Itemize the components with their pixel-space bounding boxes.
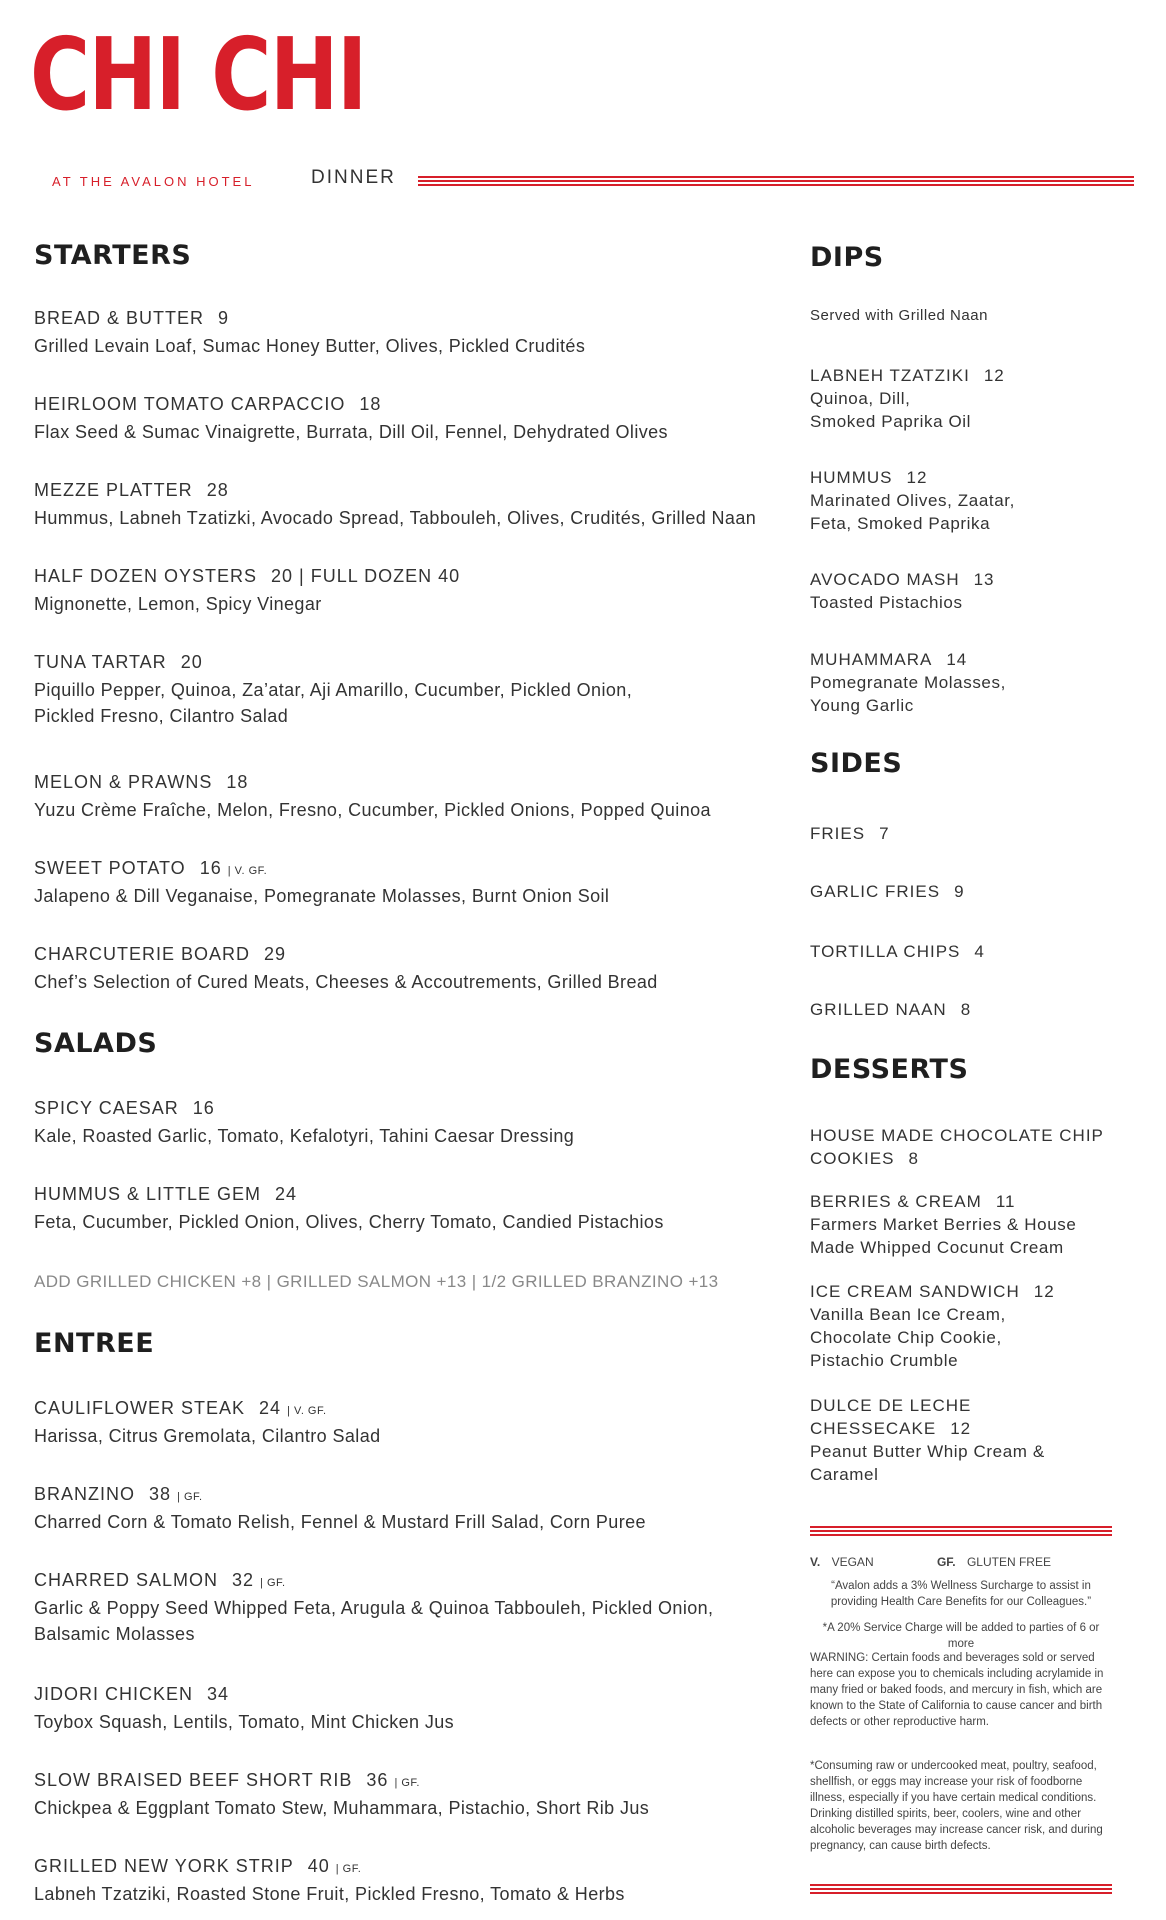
menu-item — [34, 1570, 713, 1647]
item-name: SWEET POTATO — [34, 858, 186, 878]
item-price: 4 — [974, 942, 985, 961]
logo-subtitle: AT THE AVALON HOTEL — [52, 174, 255, 189]
item-price: 24 — [275, 1184, 298, 1204]
item-name: MEZZE PLATTER — [34, 480, 193, 500]
item-description: Yuzu Crème Fraîche, Melon, Fresno, Cucumber, Pickled Onions, Popped Quinoa — [34, 800, 711, 820]
dietary-tag: | GF. — [335, 1863, 362, 1875]
item-description-line-2: Young Garlic — [810, 696, 914, 715]
item-name: HUMMUS & LITTLE GEM — [34, 1184, 262, 1204]
dip-item — [810, 648, 1006, 717]
item-description: Toasted Pistachios — [810, 593, 963, 612]
header-rule — [418, 176, 1134, 186]
item-description: Peanut Butter Whip Cream & — [810, 1442, 1045, 1461]
item-description-line-3: Pistachio Crumble — [810, 1351, 959, 1370]
menu-item — [34, 1398, 381, 1449]
item-description: Piquillo Pepper, Quinoa, Za’atar, Aji Amarillo, Cucumber, Pickled Onion, — [34, 680, 633, 700]
item-name: CHARRED SALMON — [34, 1570, 219, 1590]
dip-item — [810, 466, 1015, 535]
item-description: Harissa, Citrus Gremolata, Cilantro Salad — [34, 1426, 381, 1446]
footer-rule-bottom — [810, 1884, 1112, 1894]
item-price: 16 — [199, 858, 222, 878]
item-description: Chef’s Selection of Cured Meats, Cheeses & Accoutrements, Grilled Bread — [34, 972, 658, 992]
legend-vegan-key: V. — [810, 1555, 821, 1569]
section-title-sides: SIDES — [810, 748, 903, 779]
dietary-tag: | GF. — [394, 1777, 420, 1789]
dessert-item — [810, 1394, 1045, 1486]
item-name: CHARCUTERIE BOARD — [34, 944, 251, 964]
dip-item — [810, 364, 1005, 433]
item-description: Hummus, Labneh Tzatizki, Avocado Spread, Tabbouleh, Olives, Crudités, Grilled Naan — [34, 508, 757, 528]
item-description-line-2: Balsamic Molasses — [34, 1624, 195, 1644]
menu-item — [34, 944, 658, 995]
item-price: 7 — [879, 824, 890, 843]
item-name: LABNEH TZATZIKI — [810, 366, 970, 385]
item-description: Kale, Roasted Garlic, Tomato, Kefalotyri, Tahini Caesar Dressing — [34, 1126, 575, 1146]
dessert-item — [810, 1280, 1055, 1372]
item-name: HOUSE MADE CHOCOLATE CHIP — [810, 1126, 1104, 1145]
item-name: SLOW BRAISED BEEF SHORT RIB — [34, 1770, 353, 1790]
item-price: 12 — [983, 366, 1005, 385]
item-description: Toybox Squash, Lentils, Tomato, Mint Chicken Jus — [34, 1712, 455, 1732]
item-price: 11 — [995, 1192, 1016, 1211]
item-description-line-2: Made Whipped Cocunut Cream — [810, 1238, 1064, 1257]
item-description-line-2: Feta, Smoked Paprika — [810, 514, 991, 533]
item-price: 12 — [906, 468, 928, 487]
legend-gf-key: GF. — [936, 1555, 956, 1569]
item-name: CAULIFLOWER STEAK — [34, 1398, 246, 1418]
item-description: Jalapeno & Dill Veganaise, Pomegranate Molasses, Burnt Onion Soil — [34, 886, 610, 906]
item-price: 12 — [1033, 1282, 1055, 1301]
side-item — [810, 880, 965, 903]
dietary-tag: | GF. — [177, 1491, 203, 1503]
item-description: Farmers Market Berries & House — [810, 1215, 1077, 1234]
item-name: DULCE DE LECHE — [810, 1396, 972, 1415]
menu-item — [34, 1856, 625, 1907]
item-price: 24 — [259, 1398, 282, 1418]
legend-vegan-label: VEGAN — [831, 1555, 874, 1569]
menu-item — [34, 1770, 649, 1821]
item-price: 34 — [207, 1684, 230, 1704]
wellness-surcharge-note: “Avalon adds a 3% Wellness Surcharge to assist in providing Health Care Benefits for our Colleagues.” — [830, 1580, 1092, 1608]
item-name: MELON & PRAWNS — [34, 772, 213, 792]
item-name-line-2: COOKIES — [810, 1149, 895, 1168]
logo-wordmark: CHI CHI — [30, 16, 366, 133]
item-price: 38 — [149, 1484, 172, 1504]
dietary-tag: | GF. — [260, 1577, 286, 1589]
salad-addons: ADD GRILLED CHICKEN +8 | GRILLED SALMON +13 | 1/2 GRILLED BRANZINO +13 — [34, 1272, 719, 1291]
menu-type-label: DINNER — [311, 167, 396, 188]
item-price: 29 — [264, 944, 287, 964]
item-description-line-2: Caramel — [810, 1465, 879, 1484]
side-item — [810, 822, 890, 845]
item-name: TORTILLA CHIPS — [810, 942, 961, 961]
item-price: 8 — [960, 1000, 972, 1019]
item-description: Feta, Cucumber, Pickled Onion, Olives, Cherry Tomato, Candied Pistachios — [34, 1212, 664, 1232]
item-description: Marinated Olives, Zaatar, — [810, 491, 1015, 510]
section-title-entree: ENTREE — [34, 1328, 155, 1359]
legend-gf-label: GLUTEN FREE — [966, 1555, 1051, 1569]
item-name: GRILLED NAAN — [810, 1000, 947, 1019]
item-name: HUMMUS — [810, 468, 893, 487]
item-price: 12 — [950, 1419, 972, 1438]
item-description-line-2: Chocolate Chip Cookie, — [810, 1328, 1002, 1347]
item-name: BRANZINO — [34, 1484, 136, 1504]
item-price: 40 — [307, 1856, 330, 1876]
section-title-dips: DIPS — [810, 242, 884, 273]
item-price: 9 — [218, 308, 230, 328]
item-name: GARLIC FRIES — [810, 882, 941, 901]
item-name: HEIRLOOM TOMATO CARPACCIO — [34, 394, 346, 414]
item-price: 9 — [954, 882, 965, 901]
prop65-warning: WARNING: Certain foods and beverages sold or served here can expose you to chemicals including acrylamide in many fried or baked foods, and mercury in fish, which are known to the State of California to cause cancer and birth defects or other reproductive harm. — [810, 1652, 1104, 1728]
item-description-line-2: Smoked Paprika Oil — [810, 412, 972, 431]
menu-item — [34, 1184, 664, 1235]
item-price: 20 | FULL DOZEN 40 — [271, 566, 461, 586]
item-price: 14 — [946, 650, 968, 669]
item-name: SPICY CAESAR — [34, 1098, 179, 1118]
dietary-legend — [810, 1554, 1112, 1570]
item-description: Mignonette, Lemon, Spicy Vinegar — [34, 594, 322, 614]
item-price: 16 — [192, 1098, 215, 1118]
item-price: 36 — [366, 1770, 389, 1790]
item-name: GRILLED NEW YORK STRIP — [34, 1856, 294, 1876]
menu-item — [34, 308, 585, 359]
dip-item — [810, 568, 995, 614]
item-description: Garlic & Poppy Seed Whipped Feta, Arugula & Quinoa Tabbouleh, Pickled Onion, — [34, 1598, 714, 1618]
item-description: Quinoa, Dill, — [810, 389, 911, 408]
item-description-line-2: Pickled Fresno, Cilantro Salad — [34, 706, 289, 726]
item-price: 13 — [973, 570, 995, 589]
item-description: Grilled Levain Loaf, Sumac Honey Butter, Olives, Pickled Crudités — [34, 336, 586, 356]
item-name: JIDORI CHICKEN — [34, 1684, 194, 1704]
item-description: Pomegranate Molasses, — [810, 673, 1006, 692]
dietary-tag: | V. GF. — [227, 865, 268, 877]
menu-item — [34, 1098, 574, 1149]
item-description: Charred Corn & Tomato Relish, Fennel & Mustard Frill Salad, Corn Puree — [34, 1512, 646, 1532]
side-item — [810, 998, 971, 1021]
chi-chi-logo — [30, 16, 366, 145]
item-price: 28 — [206, 480, 229, 500]
section-title-desserts: DESSERTS — [810, 1054, 969, 1085]
menu-item — [34, 772, 711, 823]
item-name: MUHAMMARA — [810, 650, 933, 669]
dessert-item — [810, 1190, 1076, 1259]
section-title-salads: SALADS — [34, 1028, 158, 1059]
menu-item — [34, 394, 668, 445]
item-name: BERRIES & CREAM — [810, 1192, 982, 1211]
section-title-starters: STARTERS — [34, 240, 192, 271]
item-name: BREAD & BUTTER — [34, 308, 205, 328]
item-price: 18 — [359, 394, 382, 414]
item-name: ICE CREAM SANDWICH — [810, 1282, 1020, 1301]
item-name: AVOCADO MASH — [810, 570, 960, 589]
item-name-line-2: CHESSECAKE — [810, 1419, 937, 1438]
item-price: 32 — [232, 1570, 255, 1590]
item-price: 18 — [226, 772, 249, 792]
item-description: Labneh Tzatziki, Roasted Stone Fruit, Pickled Fresno, Tomato & Herbs — [34, 1884, 625, 1904]
raw-food-warning: *Consuming raw or undercooked meat, poultry, seafood, shellfish, or eggs may increase your risk of foodborne illness, especially if you have certain medical conditions. Drinking distilled spirits, beer, coolers, wine and other alcoholic beverages may increase cancer risk, and during pregnancy, can cause birth defects. — [810, 1760, 1103, 1852]
item-description: Vanilla Bean Ice Cream, — [810, 1305, 1006, 1324]
menu-item — [34, 480, 756, 531]
menu-item — [34, 1484, 646, 1535]
dessert-item — [810, 1124, 1104, 1170]
dips-note: Served with Grilled Naan — [810, 307, 988, 324]
item-name: HALF DOZEN OYSTERS — [34, 566, 258, 586]
dietary-tag: | V. GF. — [287, 1405, 327, 1417]
menu-item — [34, 652, 632, 729]
item-price: 8 — [908, 1149, 919, 1168]
side-item — [810, 940, 985, 963]
menu-item — [34, 858, 609, 909]
menu-item — [34, 566, 460, 617]
menu-item — [34, 1684, 454, 1735]
item-price: 20 — [180, 652, 203, 672]
item-name: TUNA TARTAR — [34, 652, 167, 672]
service-charge-note: *A 20% Service Charge will be added to parties of 6 or more — [822, 1622, 1100, 1650]
item-name: FRIES — [810, 824, 866, 843]
item-description: Chickpea & Eggplant Tomato Stew, Muhammara, Pistachio, Short Rib Jus — [34, 1798, 650, 1818]
footer-rule-top — [810, 1526, 1112, 1536]
item-description: Flax Seed & Sumac Vinaigrette, Burrata, Dill Oil, Fennel, Dehydrated Olives — [34, 422, 668, 442]
